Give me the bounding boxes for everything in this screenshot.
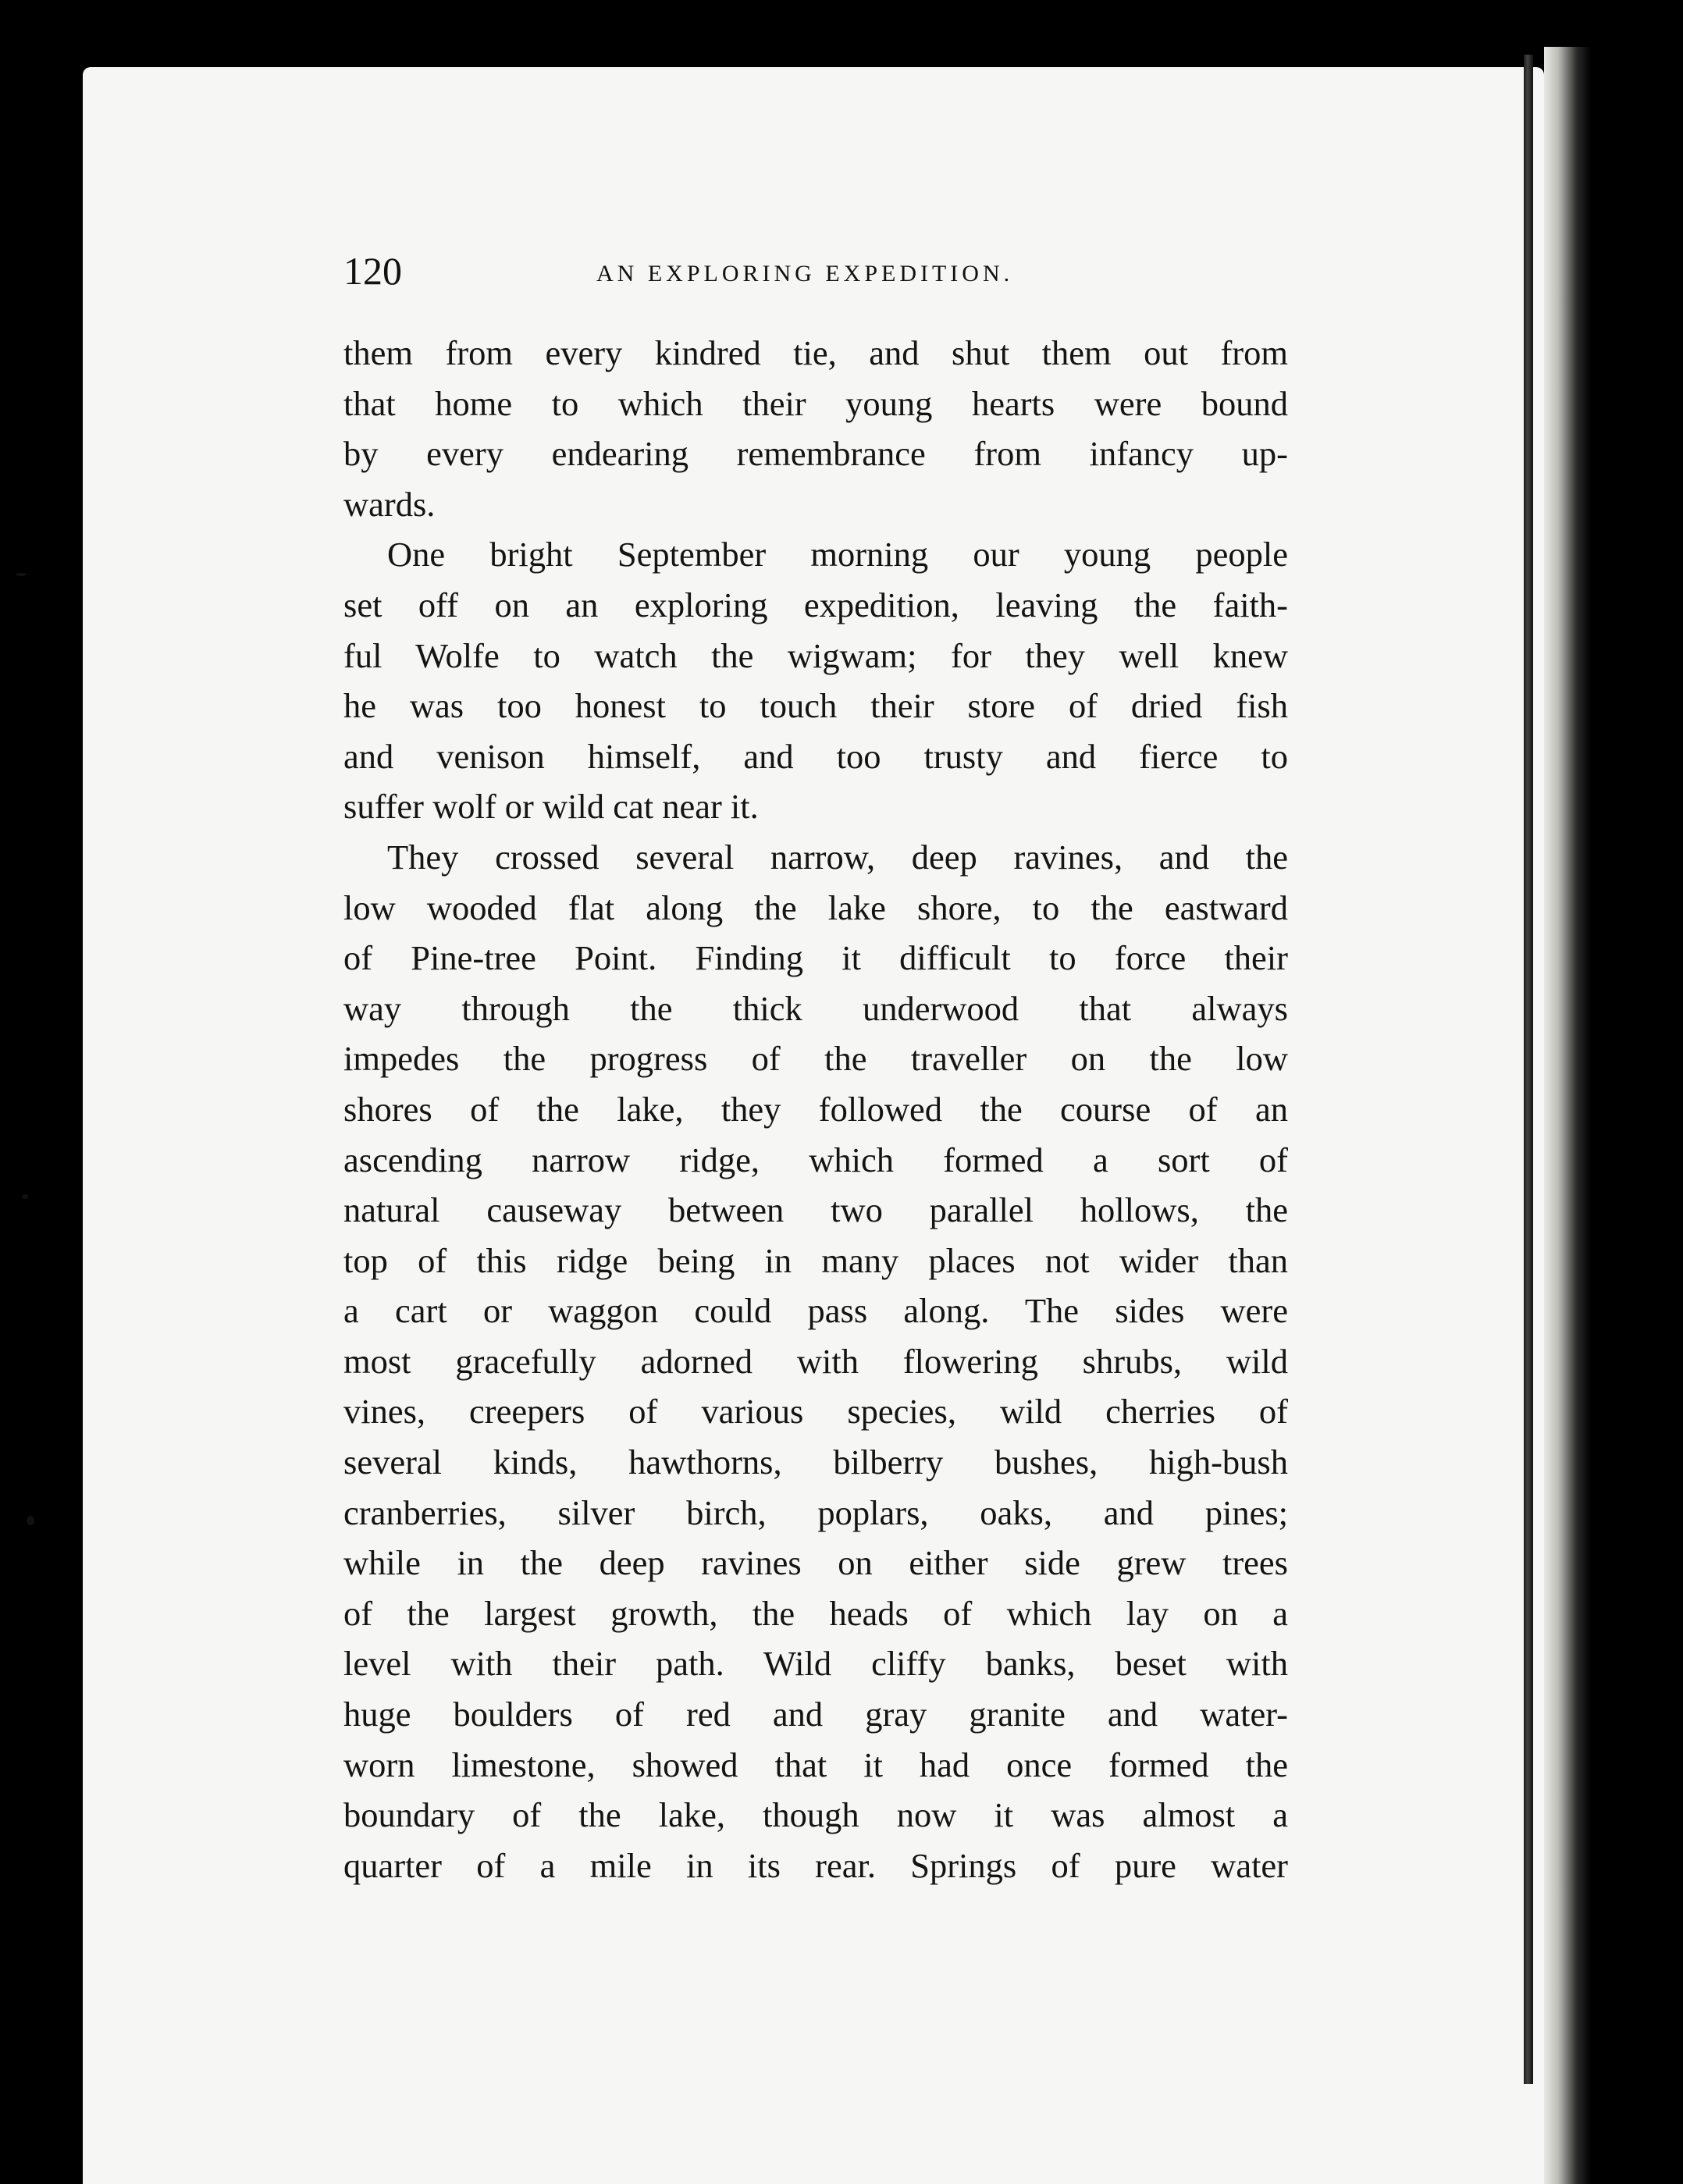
running-title: AN EXPLORING EXPEDITION. (596, 261, 1014, 286)
scan-speck (22, 1194, 28, 1199)
gutter-shadow (1524, 55, 1533, 2084)
body-text (343, 328, 1288, 1891)
text-line: way through the thick underwood that always (343, 988, 1288, 1028)
text-line: that home to which their young hearts were bound (343, 383, 1288, 423)
text-line: One bright September morning our young people (387, 535, 1288, 574)
text-line: of Pine-tree Point. Finding it difficult to force their (343, 938, 1288, 978)
text-line: several kinds, hawthorns, bilberry bushes, high-bush (343, 1442, 1288, 1482)
text-line: of the largest growth, the heads of which lay on a (343, 1593, 1288, 1633)
text-line: ascending narrow ridge, which formed a sort of (343, 1140, 1288, 1179)
page-header (343, 248, 1288, 295)
text-line: and venison himself, and too trusty and fierce to (343, 736, 1288, 776)
text-line: suffer wolf or wild cat near it. (343, 787, 759, 827)
text-line: a cart or waggon could pass along. The sides were (343, 1291, 1288, 1331)
text-line: huge boulders of red and gray granite and water- (343, 1695, 1288, 1734)
scan-speck (16, 573, 27, 576)
text-line: worn limestone, showed that it had once formed the (343, 1745, 1288, 1784)
text-line: cranberries, silver birch, poplars, oaks, and pines; (343, 1492, 1288, 1532)
text-line: natural causeway between two parallel hollows, the (343, 1190, 1288, 1230)
book-spine-edge (1544, 47, 1591, 2184)
text-line: he was too honest to touch their store of dried fish (343, 686, 1288, 726)
text-line: impedes the progress of the traveller on the low (343, 1039, 1288, 1079)
text-line: vines, creepers of various species, wild cherries of (343, 1392, 1288, 1432)
text-line: top of this ridge being in many places not wider than (343, 1240, 1288, 1280)
text-line: while in the deep ravines on either side grew trees (343, 1543, 1288, 1583)
text-line: by every endearing remembrance from infancy up- (343, 434, 1288, 474)
text-line: ful Wolfe to watch the wigwam; for they well knew (343, 635, 1288, 675)
text-line: quarter of a mile in its rear. Springs of pure water (343, 1845, 1288, 1885)
text-line: them from every kindred tie, and shut them out from (343, 333, 1288, 372)
text-line: low wooded flat along the lake shore, to the eastward (343, 887, 1288, 927)
text-line: set off on an exploring expedition, leaving the faith- (343, 585, 1288, 624)
text-line: They crossed several narrow, deep ravines, and the (387, 837, 1288, 877)
text-line: wards. (343, 484, 436, 524)
page-number: 120 (343, 249, 402, 293)
text-line: most gracefully adorned with flowering shrubs, wild (343, 1341, 1288, 1381)
text-line: level with their path. Wild cliffy banks, beset with (343, 1644, 1288, 1684)
text-line: shores of the lake, they followed the course of an (343, 1089, 1288, 1129)
text-line: boundary of the lake, though now it was almost a (343, 1795, 1288, 1835)
scan-speck (27, 1516, 34, 1525)
